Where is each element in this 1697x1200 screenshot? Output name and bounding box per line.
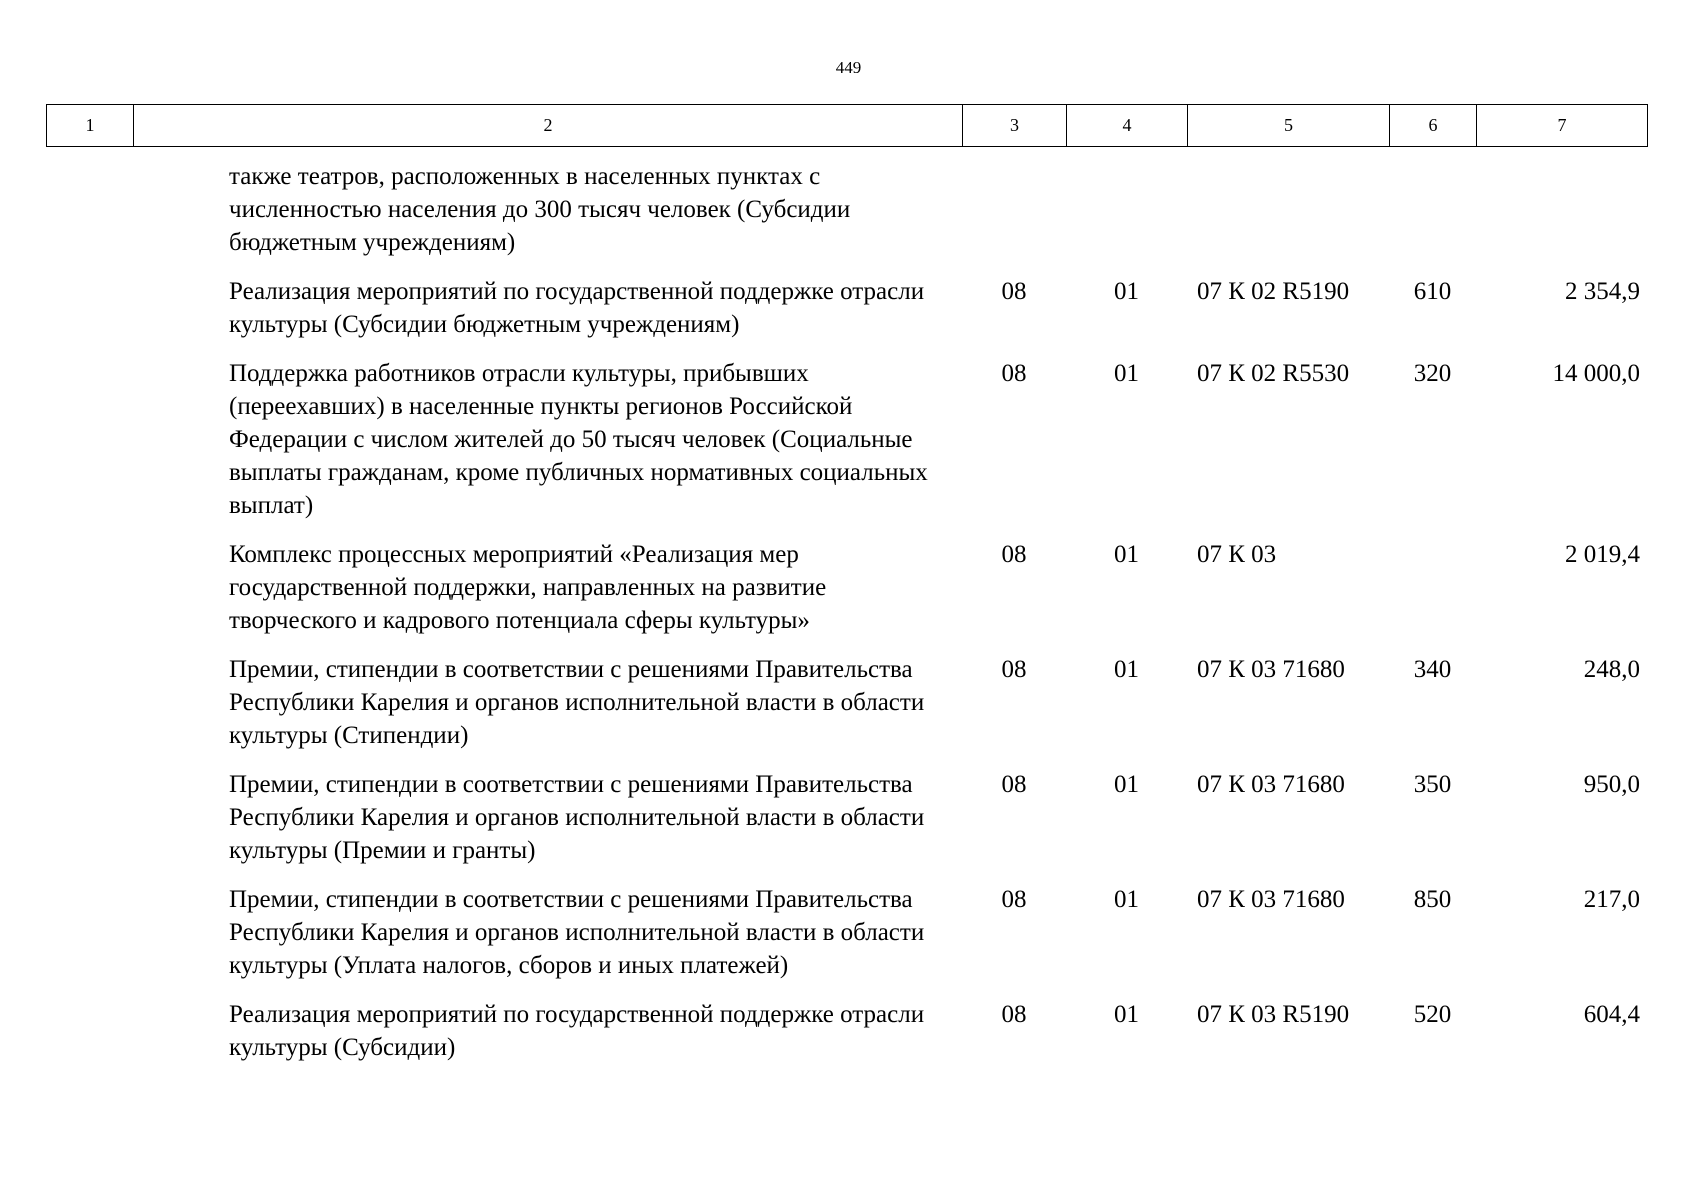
description-line: Премии, стипендии в соответствии с решениями Правительства [229, 656, 913, 683]
cell-amount: 14 000,0 [1552, 360, 1640, 387]
cell-target-article: 07 К 02 R5190 [1197, 278, 1350, 305]
table-row [46, 275, 1648, 341]
page-number: 449 [835, 58, 862, 77]
description-line: Реализация мероприятий по государственной поддержке отрасли [229, 278, 925, 305]
cell-description [133, 357, 962, 522]
cell-col-1 [46, 998, 133, 1064]
cell-section: 08 [1001, 278, 1027, 305]
description-line: культуры (Стипендии) [229, 722, 469, 749]
description-line: выплаты гражданам, кроме публичных нормативных социальных [229, 459, 928, 486]
cell-expense-type: 520 [1413, 1001, 1452, 1028]
description-line: Премии, стипендии в соответствии с решениями Правительства [229, 771, 913, 798]
table-row [46, 998, 1648, 1064]
description-line: Комплекс процессных мероприятий «Реализация мер [229, 541, 799, 568]
cell-expense-type: 610 [1413, 278, 1452, 305]
description-line: Республики Карелия и органов исполнительной власти в области [229, 804, 925, 831]
cell-amount: 950,0 [1583, 771, 1640, 798]
cell-subsection: 01 [1114, 771, 1139, 798]
cell-subsection: 01 [1114, 360, 1139, 387]
description-line: Реализация мероприятий по государственной поддержке отрасли [229, 1001, 925, 1028]
table-body [46, 160, 1648, 1064]
cell-col-1 [46, 160, 133, 259]
description-line: Поддержка работников отрасли культуры, прибывших [229, 360, 809, 387]
cell-description [133, 998, 962, 1064]
cell-description [133, 768, 962, 867]
cell-amount: 604,4 [1583, 1001, 1640, 1028]
cell-section: 08 [1001, 656, 1027, 683]
cell-description [133, 275, 962, 341]
description-line: культуры (Премии и гранты) [229, 837, 536, 864]
table-row [46, 768, 1648, 867]
cell-col-1 [46, 768, 133, 867]
cell-col-1 [46, 653, 133, 752]
header-col-3: 3 [963, 105, 1067, 146]
cell-col-1 [46, 538, 133, 637]
description-line: творческого и кадрового потенциала сферы культуры» [229, 607, 810, 634]
cell-target-article: 07 К 03 71680 [1197, 886, 1345, 913]
header-col-5: 5 [1188, 105, 1390, 146]
header-col-6: 6 [1390, 105, 1477, 146]
cell-subsection: 01 [1114, 541, 1139, 568]
cell-subsection: 01 [1114, 278, 1139, 305]
table-row [46, 883, 1648, 982]
description-line: культуры (Субсидии бюджетным учреждениям) [229, 311, 740, 338]
table-row [46, 160, 1648, 259]
cell-description [133, 538, 962, 637]
cell-section: 08 [1001, 541, 1027, 568]
description-line: (переехавших) в населенные пункты регионов Российской [229, 393, 853, 420]
cell-target-article: 07 К 03 71680 [1197, 771, 1345, 798]
cell-expense-type [1389, 538, 1476, 637]
cell-col-1 [46, 883, 133, 982]
table-row [46, 538, 1648, 637]
description-line: культуры (Субсидии) [229, 1034, 456, 1061]
cell-expense-type: 320 [1413, 360, 1452, 387]
cell-target-article: 07 К 03 R5190 [1197, 1001, 1350, 1028]
cell-subsection: 01 [1114, 886, 1139, 913]
description-line: Премии, стипендии в соответствии с решениями Правительства [229, 886, 913, 913]
cell-description [133, 160, 962, 259]
cell-col-1 [46, 275, 133, 341]
table-header [46, 104, 1648, 147]
cell-target-article [1187, 160, 1389, 259]
header-col-7: 7 [1557, 115, 1567, 135]
cell-amount: 2 354,9 [1565, 278, 1640, 305]
cell-target-article: 07 К 03 71680 [1197, 656, 1345, 683]
header-col-1: 1 [47, 105, 134, 146]
cell-section: 08 [1001, 771, 1027, 798]
cell-amount: 248,0 [1583, 656, 1640, 683]
cell-description [133, 883, 962, 982]
cell-description [133, 653, 962, 752]
cell-expense-type: 850 [1413, 886, 1452, 913]
cell-section [962, 160, 1066, 259]
cell-amount: 2 019,4 [1565, 541, 1640, 568]
description-line: государственной поддержки, направленных на развитие [229, 574, 827, 601]
cell-subsection: 01 [1114, 1001, 1139, 1028]
cell-target-article: 07 К 02 R5530 [1197, 360, 1350, 387]
description-line: численностью населения до 300 тысяч человек (Субсидии [229, 196, 851, 223]
cell-section: 08 [1001, 886, 1027, 913]
cell-expense-type [1389, 160, 1476, 259]
description-line: Федерации с числом жителей до 50 тысяч человек (Социальные [229, 426, 913, 453]
table-row [46, 653, 1648, 752]
cell-subsection [1066, 160, 1187, 259]
cell-amount [1476, 160, 1648, 259]
table-row [46, 357, 1648, 522]
description-line: выплат) [229, 492, 314, 519]
cell-expense-type: 340 [1413, 656, 1452, 683]
cell-expense-type: 350 [1413, 771, 1452, 798]
cell-amount: 217,0 [1583, 886, 1640, 913]
header-col-4: 4 [1067, 105, 1188, 146]
description-line: Республики Карелия и органов исполнительной власти в области [229, 689, 925, 716]
cell-col-1 [46, 357, 133, 522]
cell-section: 08 [1001, 1001, 1027, 1028]
cell-section: 08 [1001, 360, 1027, 387]
cell-target-article: 07 К 03 [1197, 541, 1277, 568]
description-line: культуры (Уплата налогов, сборов и иных платежей) [229, 952, 789, 979]
description-line: также театров, расположенных в населенных пунктах с [229, 163, 821, 190]
header-col-2: 2 [134, 105, 963, 146]
description-line: Республики Карелия и органов исполнительной власти в области [229, 919, 925, 946]
cell-subsection: 01 [1114, 656, 1139, 683]
description-line: бюджетным учреждениям) [229, 229, 516, 256]
